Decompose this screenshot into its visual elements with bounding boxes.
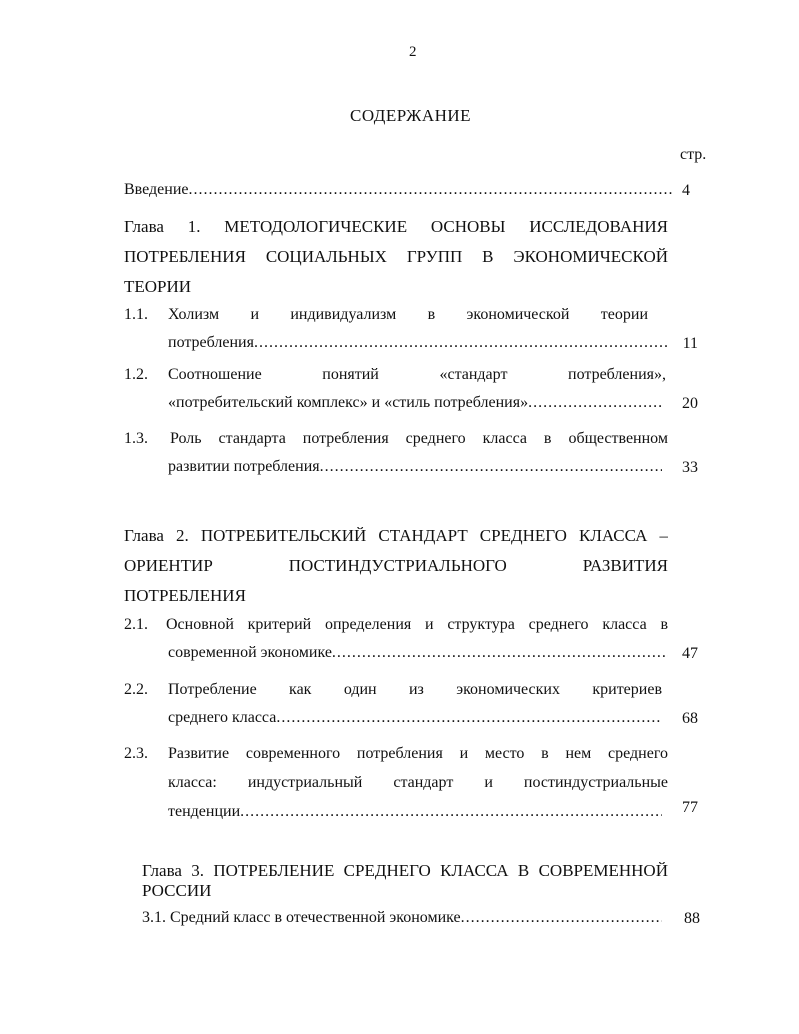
section-2-1-line-1[interactable]: Основной критерий определения и структура среднего класса в (166, 617, 668, 633)
section-number: 1.2. (124, 366, 148, 383)
dot-leader (461, 910, 662, 926)
chapter-3-heading-line-2: РОССИИ (142, 881, 212, 900)
toc-entry-1-3[interactable] (168, 459, 662, 475)
section-number: 1.1. (124, 306, 148, 323)
section-2-3-line-2[interactable]: класса: индустриальный стандарт и постиндустриальные (168, 775, 668, 791)
chapter-2-heading-line-1: Глава 2. ПОТРЕБИТЕЛЬСКИЙ СТАНДАРТ СРЕДНЕГО КЛАССА – (124, 527, 668, 545)
section-1-3-line-1[interactable]: Роль стандарта потребления среднего класса в общественном (170, 431, 668, 447)
toc-entry-2-3[interactable] (168, 804, 662, 820)
section-number: 2.3. (124, 745, 148, 762)
toc-entry-label: тенденции (168, 804, 241, 820)
toc-entry-page: 33 (682, 459, 698, 476)
dot-leader (320, 459, 662, 475)
dot-leader (240, 804, 662, 820)
toc-entry-label: современной экономике (168, 645, 332, 661)
toc-entry-page: 77 (682, 799, 698, 816)
dot-leader (254, 335, 668, 351)
toc-entry-page: 68 (682, 710, 698, 727)
toc-entry-label: развитии потребления (168, 459, 320, 475)
section-1-2-line-1[interactable]: Соотношение понятий «стандарт потребления», (168, 367, 666, 383)
toc-entry-2-2[interactable] (168, 710, 662, 726)
chapter-2-heading-line-3: ПОТРЕБЛЕНИЯ (124, 586, 246, 605)
dot-leader (332, 645, 668, 661)
toc-entry-page: 4 (682, 182, 690, 199)
chapter-3-heading-line-1: Глава 3. ПОТРЕБЛЕНИЕ СРЕДНЕГО КЛАССА В СОВРЕМЕННОЙ (142, 862, 668, 880)
toc-entry-2-1[interactable] (168, 645, 668, 661)
dot-leader (189, 182, 673, 198)
toc-entry-3-1[interactable] (142, 910, 662, 926)
page-column-label: стр. (680, 146, 707, 163)
chapter-2-heading-line-2: ОРИЕНТИР ПОСТИНДУСТРИАЛЬНОГО РАЗВИТИЯ (124, 557, 668, 575)
section-2-3-line-1[interactable]: Развитие современного потребления и место в нем среднего (168, 746, 668, 762)
chapter-1-heading-line-2: ПОТРЕБЛЕНИЯ СОЦИАЛЬНЫХ ГРУПП В ЭКОНОМИЧЕСКОЙ (124, 248, 668, 266)
toc-entry-page: 11 (682, 335, 698, 352)
toc-entry-1-1[interactable] (168, 335, 668, 351)
toc-entry-1-2[interactable] (168, 395, 662, 411)
toc-entry-label: Введение (124, 182, 189, 198)
toc-entry-label: среднего класса (168, 710, 277, 726)
toc-entry-intro[interactable] (124, 182, 672, 198)
section-2-2-line-1[interactable]: Потребление как один из экономических критериев (168, 682, 662, 698)
toc-entry-page: 88 (684, 910, 700, 927)
page-title: СОДЕРЖАНИЕ (350, 106, 472, 125)
toc-entry-label: 3.1. Средний класс в отечественной экономике (142, 910, 461, 926)
toc-entry-page: 47 (682, 645, 698, 662)
section-number: 1.3. (124, 430, 148, 447)
page-number: 2 (409, 44, 417, 60)
toc-entry-page: 20 (682, 395, 698, 412)
dot-leader (528, 395, 662, 411)
section-number: 2.1. (124, 616, 148, 633)
section-number: 2.2. (124, 681, 148, 698)
chapter-1-heading-line-3: ТЕОРИИ (124, 277, 192, 296)
dot-leader (276, 710, 662, 726)
chapter-1-heading-line-1: Глава 1. МЕТОДОЛОГИЧЕСКИЕ ОСНОВЫ ИССЛЕДОВАНИЯ (124, 218, 668, 236)
toc-entry-label: потребления (168, 335, 254, 351)
toc-entry-label: «потребительский комплекс» и «стиль потребления» (168, 395, 529, 411)
section-1-1-line-1[interactable]: Холизм и индивидуализм в экономической теории (168, 307, 648, 323)
